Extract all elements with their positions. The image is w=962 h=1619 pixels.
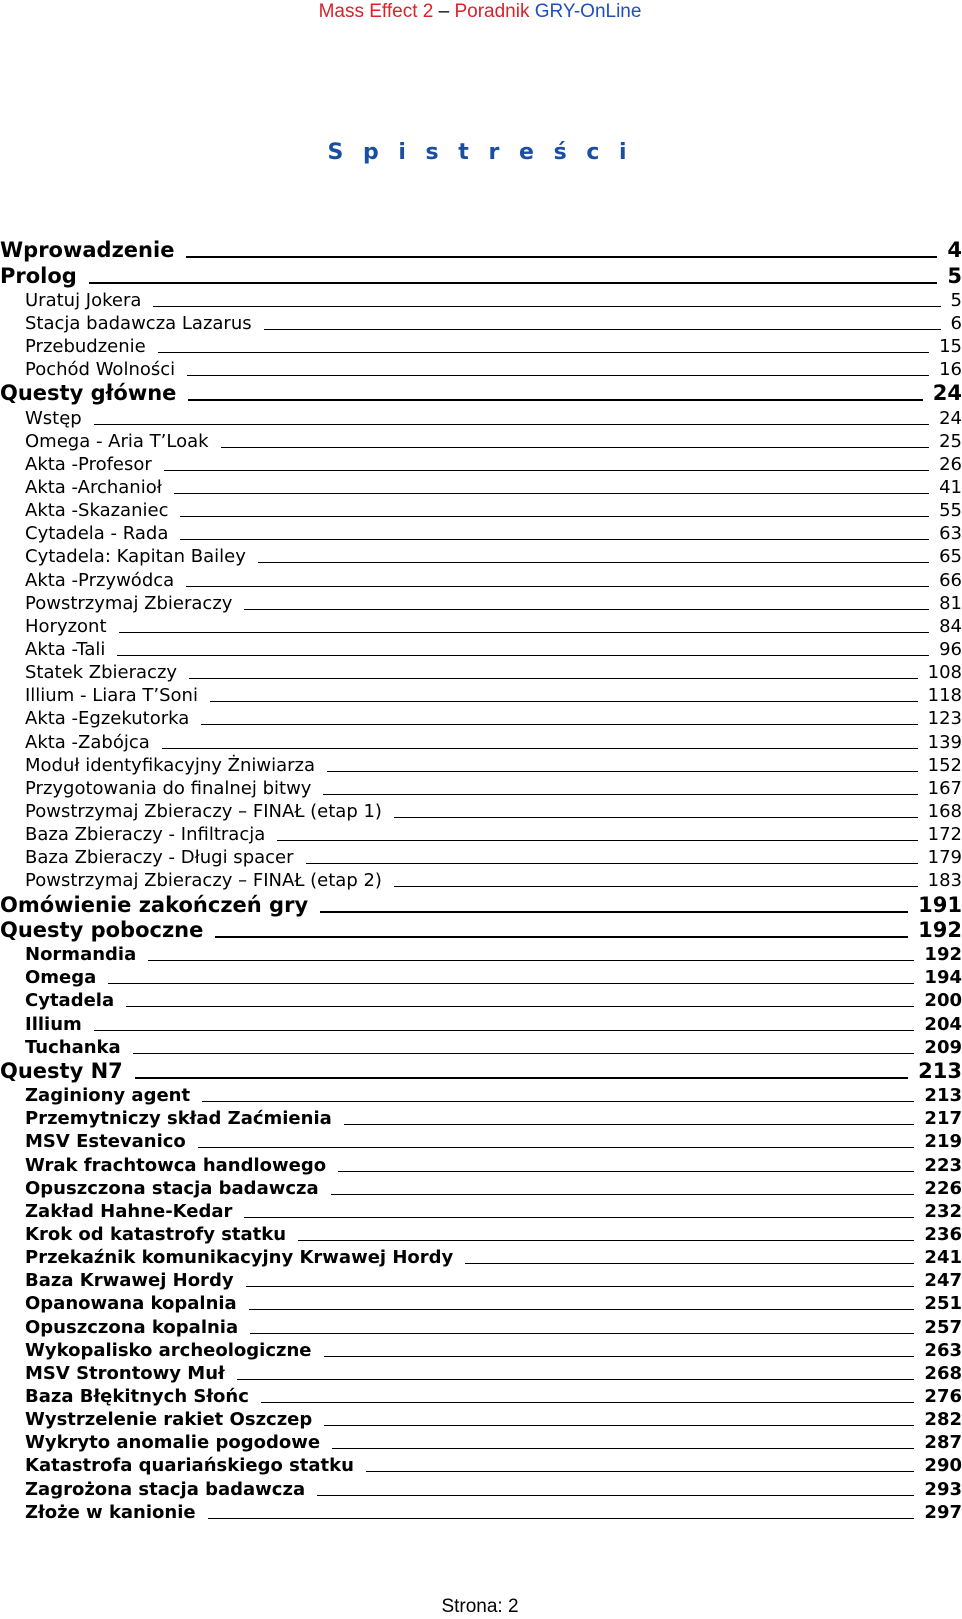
toc-entry-title: Omega: [25, 967, 97, 989]
toc-entry-row[interactable]: [0, 659, 962, 682]
toc-leader-line: [246, 1285, 915, 1287]
toc-entry-row[interactable]: [0, 613, 962, 636]
toc-entry-row[interactable]: [0, 1244, 962, 1267]
toc-leader-line: [327, 770, 918, 772]
toc-page-number: 247: [924, 1270, 962, 1292]
toc-entry-row[interactable]: [0, 333, 962, 356]
toc-page-number: 167: [927, 777, 962, 799]
toc-entry-row[interactable]: [0, 566, 962, 589]
toc-entry-title: Questy poboczne: [0, 918, 204, 942]
toc-leader-line: [174, 492, 929, 494]
toc-entry-title: Opanowana kopalnia: [25, 1293, 237, 1315]
toc-entry-row[interactable]: [0, 287, 962, 310]
toc-leader-line: [187, 374, 929, 376]
toc-entry-row[interactable]: [0, 987, 962, 1010]
toc-entry-title: MSV Estevanico: [25, 1131, 186, 1153]
toc-leader-line: [465, 1262, 914, 1264]
toc-leader-line: [135, 1076, 908, 1079]
toc-entry-row[interactable]: [0, 520, 962, 543]
toc-entry-row[interactable]: [0, 1499, 962, 1522]
toc-entry-title: Omega - Aria T’Loak: [25, 430, 209, 452]
table-of-contents: [0, 236, 962, 1522]
toc-entry-row[interactable]: [0, 1475, 962, 1498]
toc-entry-title: Akta -Przywódca: [25, 569, 175, 591]
toc-entry-title: Omówienie zakończeń gry: [0, 892, 309, 917]
toc-leader-line: [324, 1355, 915, 1357]
toc-entry-row[interactable]: [0, 682, 962, 705]
header-publisher: GRY-OnLine: [534, 1, 642, 22]
header-guide-label: Poradnik: [454, 1, 530, 22]
toc-leader-line: [344, 1123, 915, 1125]
toc-page-number: 63: [939, 523, 962, 545]
toc-entry-row[interactable]: [0, 1151, 962, 1174]
toc-title: S p i s t r e ś c i: [327, 140, 633, 165]
toc-entry-row[interactable]: [0, 844, 962, 867]
toc-entry-row[interactable]: [0, 1452, 962, 1475]
toc-leader-line: [148, 959, 914, 961]
toc-entry-row[interactable]: [0, 310, 962, 333]
toc-page-number: 55: [939, 500, 962, 522]
toc-page-number: 209: [924, 1036, 962, 1058]
toc-page-number: 41: [939, 477, 962, 499]
toc-entry-row[interactable]: [0, 428, 962, 451]
toc-entry-row[interactable]: [0, 1290, 962, 1313]
toc-entry-title: Cytadela - Rada: [25, 523, 169, 545]
toc-page-number: 191: [918, 892, 962, 917]
toc-page-number: 6: [950, 312, 962, 334]
toc-leader-line: [244, 608, 929, 610]
toc-entry-title: Uratuj Jokera: [25, 289, 142, 311]
toc-entry-title: Moduł identyfikacyjny Żniwiarza: [25, 754, 316, 776]
toc-leader-line: [366, 1470, 914, 1472]
toc-page-number: 251: [924, 1293, 962, 1315]
toc-entry-title: Przekaźnik komunikacyjny Krwawej Hordy: [25, 1247, 454, 1269]
header-game-title: Mass Effect 2: [318, 1, 434, 22]
toc-leader-line: [258, 561, 929, 563]
toc-leader-line: [324, 1424, 914, 1426]
toc-entry-row[interactable]: [0, 728, 962, 751]
toc-page-number: 84: [939, 615, 962, 637]
toc-entry-title: Akta -Archanioł: [25, 477, 162, 499]
toc-page-number: 282: [924, 1409, 962, 1431]
toc-leader-line: [202, 1100, 914, 1102]
toc-chapter-row[interactable]: [0, 379, 962, 404]
toc-page-number: 226: [924, 1177, 962, 1199]
toc-entry-title: Zaginiony agent: [25, 1085, 191, 1107]
toc-entry-row[interactable]: [0, 356, 962, 379]
toc-leader-line: [189, 677, 918, 679]
toc-page-number: 172: [927, 824, 962, 846]
toc-leader-line: [188, 398, 922, 401]
toc-entry-row[interactable]: [0, 636, 962, 659]
toc-entry-row[interactable]: [0, 798, 962, 821]
toc-entry-row[interactable]: [0, 1175, 962, 1198]
toc-entry-title: Questy główne: [0, 381, 177, 406]
toc-leader-line: [394, 816, 918, 818]
toc-chapter-row[interactable]: [0, 261, 962, 286]
toc-entry-title: Wstęp: [25, 407, 82, 429]
toc-page-number: 241: [924, 1247, 962, 1269]
toc-entry-row[interactable]: [0, 1383, 962, 1406]
toc-entry-title: Cytadela: [25, 990, 115, 1012]
toc-entry-title: Cytadela: Kapitan Bailey: [25, 546, 246, 568]
toc-entry-row[interactable]: [0, 404, 962, 427]
toc-entry-row[interactable]: [0, 1010, 962, 1033]
toc-page-number: 139: [927, 731, 962, 753]
toc-entry-row[interactable]: [0, 867, 962, 890]
toc-entry-row[interactable]: [0, 1082, 962, 1105]
toc-entry-title: Przebudzenie: [25, 336, 146, 358]
toc-page-number: 290: [924, 1455, 962, 1477]
toc-entry-title: Baza Zbieraczy - Infiltracja: [25, 824, 266, 846]
toc-leader-line: [215, 935, 908, 938]
toc-page-number: 232: [924, 1200, 962, 1222]
toc-entry-title: Wykryto anomalie pogodowe: [25, 1432, 321, 1454]
toc-page-number: 26: [939, 453, 962, 475]
toc-leader-line: [394, 885, 918, 887]
toc-leader-line: [89, 281, 938, 284]
toc-page-number: 65: [939, 546, 962, 568]
toc-chapter-row[interactable]: [0, 1057, 962, 1082]
toc-page-number: 213: [918, 1059, 962, 1083]
toc-entry-title: Akta -Skazaniec: [25, 500, 169, 522]
toc-entry-row[interactable]: [0, 1105, 962, 1128]
toc-entry-row[interactable]: [0, 1034, 962, 1057]
toc-entry-title: Baza Błękitnych Słońc: [25, 1385, 249, 1407]
toc-leader-line: [208, 1517, 915, 1519]
toc-entry-title: Prolog: [0, 263, 77, 288]
toc-page-number: 15: [939, 336, 962, 358]
toc-page-number: 24: [932, 381, 962, 406]
toc-leader-line: [198, 1146, 915, 1148]
toc-leader-line: [119, 631, 930, 633]
toc-leader-line: [323, 793, 917, 795]
toc-entry-title: Powstrzymaj Zbieraczy: [25, 592, 233, 614]
toc-entry-title: Powstrzymaj Zbieraczy – FINAŁ (etap 2): [25, 870, 382, 892]
toc-page-number: 204: [924, 1013, 962, 1035]
toc-leader-line: [338, 1170, 914, 1172]
toc-page-number: 276: [924, 1385, 962, 1407]
toc-entry-row[interactable]: [0, 497, 962, 520]
toc-entry-row[interactable]: [0, 1406, 962, 1429]
toc-entry-title: Złoże w kanionie: [25, 1501, 196, 1523]
toc-leader-line: [133, 1052, 915, 1054]
toc-page-number: 192: [924, 944, 962, 966]
toc-entry-row[interactable]: [0, 1429, 962, 1452]
toc-entry-row[interactable]: [0, 1221, 962, 1244]
toc-entry-title: Tuchanka: [25, 1036, 121, 1058]
toc-page-number: 257: [924, 1316, 962, 1338]
toc-leader-line: [94, 1029, 915, 1031]
header-dash: –: [438, 1, 450, 22]
toc-entry-title: Questy N7: [0, 1059, 123, 1083]
toc-entry-row[interactable]: [0, 1360, 962, 1383]
toc-entry-title: Akta -Zabójca: [25, 731, 150, 753]
toc-leader-line: [250, 1332, 914, 1334]
toc-page-number: 81: [939, 592, 962, 614]
toc-entry-row[interactable]: [0, 1128, 962, 1151]
toc-leader-line: [158, 351, 929, 353]
toc-entry-title: Katastrofa quariańskiego statku: [25, 1455, 354, 1477]
toc-chapter-row[interactable]: [0, 890, 962, 915]
toc-entry-title: Pochód Wolności: [25, 359, 176, 381]
toc-entry-row[interactable]: [0, 543, 962, 566]
toc-page-number: 24: [939, 407, 962, 429]
toc-leader-line: [277, 839, 917, 841]
toc-page-number: 217: [924, 1108, 962, 1130]
toc-leader-line: [126, 1005, 914, 1007]
toc-leader-line: [186, 255, 937, 258]
toc-entry-row[interactable]: [0, 964, 962, 987]
toc-entry-title: Baza Krwawej Hordy: [25, 1270, 234, 1292]
toc-entry-title: Horyzont: [25, 615, 107, 637]
toc-entry-row[interactable]: [0, 451, 962, 474]
toc-entry-row[interactable]: [0, 941, 962, 964]
toc-entry-row[interactable]: [0, 1267, 962, 1290]
toc-page-number: 263: [924, 1339, 962, 1361]
toc-leader-line: [249, 1308, 915, 1310]
toc-leader-line: [221, 446, 930, 448]
toc-entry-title: Illium: [25, 1013, 82, 1035]
toc-entry-title: Przygotowania do finalnej bitwy: [25, 777, 312, 799]
toc-leader-line: [180, 515, 929, 517]
toc-page-number: 219: [924, 1131, 962, 1153]
toc-entry-title: Wykopalisko archeologiczne: [25, 1339, 312, 1361]
toc-leader-line: [261, 1401, 915, 1403]
toc-entry-row[interactable]: [0, 1337, 962, 1360]
toc-leader-line: [317, 1494, 914, 1496]
toc-entry-title: Opuszczona stacja badawcza: [25, 1177, 319, 1199]
toc-leader-line: [320, 910, 908, 913]
toc-entry-title: Baza Zbieraczy - Długi spacer: [25, 847, 294, 869]
toc-entry-title: Krok od katastrofy statku: [25, 1223, 287, 1245]
toc-entry-title: Statek Zbieraczy: [25, 662, 178, 684]
toc-entry-title: Wprowadzenie: [0, 238, 175, 263]
toc-entry-title: Zagrożona stacja badawcza: [25, 1478, 306, 1500]
toc-page-number: 268: [924, 1362, 962, 1384]
toc-entry-title: Zakład Hahne-Kedar: [25, 1200, 233, 1222]
toc-leader-line: [164, 469, 929, 471]
page-footer: Strona: 2: [441, 1596, 519, 1617]
toc-entry-title: Stacja badawcza Lazarus: [25, 312, 252, 334]
toc-entry-title: Przemytniczy skład Zaćmienia: [25, 1108, 332, 1130]
toc-entry-row[interactable]: [0, 1198, 962, 1221]
toc-page-number: 118: [927, 685, 962, 707]
toc-page-number: 5: [950, 289, 962, 311]
toc-page-number: 236: [924, 1223, 962, 1245]
toc-leader-line: [264, 328, 941, 330]
toc-leader-line: [332, 1447, 914, 1449]
toc-page-number: 123: [927, 708, 962, 730]
toc-entry-title: Powstrzymaj Zbieraczy – FINAŁ (etap 1): [25, 800, 382, 822]
toc-leader-line: [298, 1239, 914, 1241]
toc-entry-title: Opuszczona kopalnia: [25, 1316, 239, 1338]
page-header: [0, 0, 960, 26]
toc-page-number: 297: [924, 1501, 962, 1523]
toc-leader-line: [186, 585, 929, 587]
toc-leader-line: [331, 1193, 915, 1195]
toc-leader-line: [306, 862, 918, 864]
toc-entry-row[interactable]: [0, 1313, 962, 1336]
toc-entry-title: Illium - Liara T’Soni: [25, 685, 198, 707]
toc-page-number: 168: [927, 800, 962, 822]
toc-leader-line: [108, 982, 914, 984]
toc-page-number: 179: [927, 847, 962, 869]
toc-page-number: 4: [947, 238, 962, 263]
toc-chapter-row[interactable]: [0, 916, 962, 941]
toc-page-number: 200: [924, 990, 962, 1012]
toc-leader-line: [117, 654, 929, 656]
toc-entry-row[interactable]: [0, 775, 962, 798]
toc-leader-line: [162, 747, 918, 749]
toc-entry-title: Akta -Tali: [25, 639, 106, 660]
toc-entry-row[interactable]: [0, 705, 962, 728]
toc-leader-line: [210, 700, 918, 702]
toc-chapter-row[interactable]: [0, 236, 962, 261]
toc-entry-row[interactable]: [0, 821, 962, 844]
toc-leader-line: [201, 723, 917, 725]
toc-page-number: 66: [939, 569, 962, 591]
toc-entry-title: MSV Strontowy Muł: [25, 1362, 225, 1384]
toc-page-number: 192: [918, 918, 962, 942]
toc-page-number: 194: [924, 967, 962, 989]
toc-entry-title: Wystrzelenie rakiet Oszczep: [25, 1409, 313, 1431]
toc-leader-line: [237, 1378, 915, 1380]
toc-entry-row[interactable]: [0, 752, 962, 775]
toc-entry-title: Normandia: [25, 944, 137, 966]
toc-page-number: 25: [939, 430, 962, 452]
toc-entry-row[interactable]: [0, 474, 962, 497]
toc-page-number: 223: [924, 1154, 962, 1176]
toc-page-number: 287: [924, 1432, 962, 1454]
toc-entry-title: Akta -Profesor: [25, 453, 152, 475]
toc-leader-line: [180, 538, 929, 540]
toc-page-number: 5: [947, 263, 962, 288]
toc-page-number: 16: [939, 359, 962, 381]
toc-page-number: 96: [939, 639, 962, 660]
toc-entry-title: Akta -Egzekutorka: [25, 708, 190, 730]
toc-page-number: 108: [927, 662, 962, 684]
toc-page-number: 213: [924, 1085, 962, 1107]
toc-entry-row[interactable]: [0, 590, 962, 613]
toc-entry-title: Wrak frachtowca handlowego: [25, 1154, 327, 1176]
toc-leader-line: [244, 1216, 914, 1218]
toc-page-number: 293: [924, 1478, 962, 1500]
toc-leader-line: [94, 423, 929, 425]
toc-page-number: 183: [927, 870, 962, 892]
toc-leader-line: [153, 305, 940, 307]
toc-page-number: 152: [927, 754, 962, 776]
